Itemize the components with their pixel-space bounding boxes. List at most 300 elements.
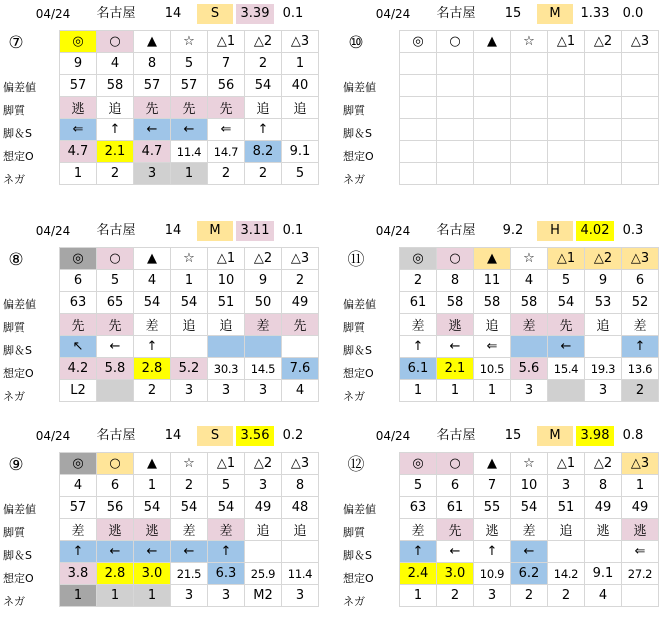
cell-odds: 2.1 bbox=[437, 358, 474, 380]
cell-style: 逃 bbox=[585, 519, 622, 541]
horse-grid bbox=[59, 452, 319, 607]
cell-numbers bbox=[585, 53, 622, 75]
grid-row-legs bbox=[60, 541, 319, 563]
row-label: ネガ bbox=[3, 595, 25, 608]
cell-marks: ▲ bbox=[134, 31, 171, 53]
cell-nega: 3 bbox=[474, 585, 511, 607]
cell-numbers: 8 bbox=[282, 475, 319, 497]
grid-row-dev bbox=[60, 497, 319, 519]
cell-dev: 57 bbox=[60, 497, 97, 519]
cell-style bbox=[585, 97, 622, 119]
cell-odds: 30.3 bbox=[208, 358, 245, 380]
cell-dev: 65 bbox=[97, 292, 134, 314]
cell-style: 差 bbox=[622, 314, 659, 336]
grid-row-nega bbox=[400, 585, 659, 607]
cell-marks: ○ bbox=[97, 248, 134, 270]
race-score: 3.11 bbox=[236, 221, 274, 241]
cell-nega: 1 bbox=[60, 585, 97, 607]
cell-numbers: 6 bbox=[97, 475, 134, 497]
cell-odds: 2.4 bbox=[400, 563, 437, 585]
grid-row-dev bbox=[60, 75, 319, 97]
cell-odds: 25.9 bbox=[245, 563, 282, 585]
cell-numbers: 6 bbox=[437, 475, 474, 497]
cell-dev: 58 bbox=[474, 292, 511, 314]
race-venue: 名古屋 bbox=[436, 6, 476, 21]
cell-style: 追 bbox=[282, 97, 319, 119]
grid-row-odds bbox=[60, 563, 319, 585]
cell-style: 追 bbox=[548, 519, 585, 541]
cell-marks: ○ bbox=[97, 31, 134, 53]
race-panel bbox=[0, 424, 330, 629]
cell-dev bbox=[400, 75, 437, 97]
cell-marks: △1 bbox=[548, 31, 585, 53]
pace-badge: M bbox=[537, 426, 573, 446]
cell-legs bbox=[245, 541, 282, 563]
cell-nega: 3 bbox=[208, 585, 245, 607]
cell-odds: 15.4 bbox=[548, 358, 585, 380]
cell-legs: ← bbox=[134, 541, 171, 563]
grid-row-odds bbox=[60, 141, 319, 163]
cell-legs bbox=[548, 119, 585, 141]
cell-odds bbox=[622, 141, 659, 163]
race-number: ⑨ bbox=[8, 455, 24, 475]
cell-legs: ↑ bbox=[474, 541, 511, 563]
cell-marks: ☆ bbox=[171, 248, 208, 270]
race-panel bbox=[340, 424, 664, 629]
grid-row-style bbox=[400, 314, 659, 336]
cell-nega: 1 bbox=[134, 585, 171, 607]
cell-dev: 57 bbox=[171, 75, 208, 97]
cell-marks: △1 bbox=[548, 248, 585, 270]
cell-marks: △1 bbox=[208, 31, 245, 53]
grid-row-numbers bbox=[60, 270, 319, 292]
cell-numbers: 2 bbox=[245, 53, 282, 75]
cell-odds: 2.8 bbox=[97, 563, 134, 585]
cell-odds bbox=[548, 141, 585, 163]
cell-dev: 57 bbox=[60, 75, 97, 97]
cell-marks: ◎ bbox=[60, 248, 97, 270]
cell-dev: 63 bbox=[400, 497, 437, 519]
race-venue: 名古屋 bbox=[96, 223, 136, 238]
row-label: 脚＆S bbox=[343, 344, 372, 357]
cell-nega: 1 bbox=[171, 163, 208, 185]
cell-dev: 51 bbox=[208, 292, 245, 314]
grid-row-style bbox=[60, 97, 319, 119]
race-number: ⑦ bbox=[8, 33, 24, 53]
row-label: ネガ bbox=[343, 173, 365, 186]
row-label: 脚質 bbox=[343, 321, 365, 334]
row-label: 偏差値 bbox=[3, 503, 36, 516]
race-date: 04/24 bbox=[375, 429, 411, 443]
race-number: ⑧ bbox=[8, 250, 24, 270]
cell-numbers: 9 bbox=[60, 53, 97, 75]
grid-row-dev bbox=[400, 75, 659, 97]
cell-nega: 2 bbox=[245, 163, 282, 185]
cell-odds: 5.8 bbox=[97, 358, 134, 380]
cell-style: 先 bbox=[282, 314, 319, 336]
cell-odds: 11.4 bbox=[171, 141, 208, 163]
cell-odds: 6.1 bbox=[400, 358, 437, 380]
cell-odds bbox=[400, 141, 437, 163]
cell-nega: 3 bbox=[134, 163, 171, 185]
cell-marks: △3 bbox=[282, 31, 319, 53]
cell-odds: 6.3 bbox=[208, 563, 245, 585]
cell-marks: ☆ bbox=[511, 31, 548, 53]
row-label: 脚質 bbox=[3, 321, 25, 334]
row-label: 脚質 bbox=[3, 104, 25, 117]
cell-dev: 54 bbox=[245, 75, 282, 97]
cell-dev: 53 bbox=[585, 292, 622, 314]
cell-style bbox=[437, 97, 474, 119]
cell-style bbox=[622, 97, 659, 119]
cell-odds: 4.2 bbox=[60, 358, 97, 380]
cell-numbers: 2 bbox=[282, 270, 319, 292]
cell-style: 差 bbox=[511, 519, 548, 541]
cell-nega: 2 bbox=[622, 380, 659, 402]
cell-dev: 54 bbox=[548, 292, 585, 314]
cell-marks: ▲ bbox=[474, 248, 511, 270]
cell-legs bbox=[548, 541, 585, 563]
cell-nega: 1 bbox=[97, 585, 134, 607]
cell-marks: ○ bbox=[97, 453, 134, 475]
cell-legs bbox=[622, 119, 659, 141]
horse-grid bbox=[399, 247, 659, 402]
cell-marks: ☆ bbox=[171, 31, 208, 53]
cell-marks: ◎ bbox=[400, 248, 437, 270]
cell-dev: 48 bbox=[282, 497, 319, 519]
cell-numbers: 1 bbox=[134, 475, 171, 497]
cell-numbers: 6 bbox=[60, 270, 97, 292]
cell-dev: 54 bbox=[171, 497, 208, 519]
cell-numbers: 4 bbox=[60, 475, 97, 497]
cell-marks: ◎ bbox=[60, 31, 97, 53]
grid-row-nega bbox=[400, 380, 659, 402]
cell-numbers: 5 bbox=[548, 270, 585, 292]
row-label: ネガ bbox=[343, 390, 365, 403]
cell-style: 先 bbox=[437, 519, 474, 541]
race-header bbox=[340, 219, 664, 242]
cell-nega bbox=[548, 163, 585, 185]
row-label: 偏差値 bbox=[343, 503, 376, 516]
cell-nega: 1 bbox=[474, 380, 511, 402]
grid-row-odds bbox=[400, 358, 659, 380]
cell-numbers: 7 bbox=[208, 53, 245, 75]
cell-marks: △2 bbox=[245, 453, 282, 475]
cell-numbers: 8 bbox=[585, 475, 622, 497]
race-extra: 0.1 bbox=[282, 223, 304, 238]
cell-style: 追 bbox=[245, 97, 282, 119]
cell-odds: 14.5 bbox=[245, 358, 282, 380]
cell-dev: 50 bbox=[245, 292, 282, 314]
cell-numbers bbox=[548, 53, 585, 75]
cell-style: 先 bbox=[97, 314, 134, 336]
cell-dev: 55 bbox=[474, 497, 511, 519]
race-count: 14 bbox=[164, 6, 182, 21]
cell-numbers: 1 bbox=[171, 270, 208, 292]
pace-badge: H bbox=[537, 221, 573, 241]
cell-dev: 57 bbox=[134, 75, 171, 97]
race-extra: 0.3 bbox=[622, 223, 644, 238]
cell-numbers: 5 bbox=[208, 475, 245, 497]
cell-style: 逃 bbox=[60, 97, 97, 119]
row-label: 偏差値 bbox=[343, 81, 376, 94]
cell-nega bbox=[622, 585, 659, 607]
cell-nega: M2 bbox=[245, 585, 282, 607]
row-label: 想定O bbox=[343, 367, 374, 380]
cell-style: 逃 bbox=[97, 519, 134, 541]
row-label: 脚＆S bbox=[343, 127, 372, 140]
grid-row-marks bbox=[400, 31, 659, 53]
cell-numbers: 1 bbox=[282, 53, 319, 75]
cell-numbers bbox=[400, 53, 437, 75]
cell-legs: ← bbox=[171, 119, 208, 141]
cell-legs: ↑ bbox=[60, 541, 97, 563]
row-label: 想定O bbox=[3, 367, 34, 380]
cell-marks: △3 bbox=[622, 31, 659, 53]
cell-legs bbox=[437, 119, 474, 141]
cell-odds: 2.1 bbox=[97, 141, 134, 163]
grid-row-legs bbox=[400, 119, 659, 141]
cell-legs: ← bbox=[511, 541, 548, 563]
race-venue: 名古屋 bbox=[436, 223, 476, 238]
cell-legs: ↑ bbox=[400, 336, 437, 358]
cell-style: 差 bbox=[511, 314, 548, 336]
cell-nega bbox=[585, 163, 622, 185]
cell-odds: 27.2 bbox=[622, 563, 659, 585]
cell-marks: △1 bbox=[208, 453, 245, 475]
cell-dev bbox=[474, 75, 511, 97]
race-header bbox=[340, 2, 664, 25]
race-panel bbox=[340, 219, 664, 424]
cell-nega bbox=[622, 163, 659, 185]
cell-style: 先 bbox=[60, 314, 97, 336]
cell-nega bbox=[437, 163, 474, 185]
cell-odds: 5.6 bbox=[511, 358, 548, 380]
cell-dev: 61 bbox=[400, 292, 437, 314]
cell-odds: 5.2 bbox=[171, 358, 208, 380]
cell-dev: 58 bbox=[97, 75, 134, 97]
cell-odds: 10.5 bbox=[474, 358, 511, 380]
cell-marks: ◎ bbox=[400, 453, 437, 475]
race-count: 15 bbox=[504, 6, 522, 21]
cell-nega: 5 bbox=[282, 163, 319, 185]
cell-numbers: 2 bbox=[171, 475, 208, 497]
cell-marks: △2 bbox=[245, 31, 282, 53]
cell-style: 差 bbox=[208, 519, 245, 541]
race-venue: 名古屋 bbox=[96, 6, 136, 21]
cell-nega: 3 bbox=[511, 380, 548, 402]
cell-style: 追 bbox=[208, 314, 245, 336]
row-label: 脚質 bbox=[343, 526, 365, 539]
grid-row-legs bbox=[400, 336, 659, 358]
cell-marks: ○ bbox=[437, 31, 474, 53]
row-label: 想定O bbox=[3, 572, 34, 585]
pace-badge: M bbox=[537, 4, 573, 24]
cell-style: 先 bbox=[134, 97, 171, 119]
cell-marks: ☆ bbox=[171, 453, 208, 475]
cell-style: 逃 bbox=[622, 519, 659, 541]
cell-style: 差 bbox=[60, 519, 97, 541]
cell-nega: 1 bbox=[400, 380, 437, 402]
race-header bbox=[0, 424, 330, 447]
cell-dev: 49 bbox=[622, 497, 659, 519]
cell-dev: 49 bbox=[585, 497, 622, 519]
cell-dev: 49 bbox=[282, 292, 319, 314]
cell-legs: ← bbox=[437, 541, 474, 563]
cell-odds: 7.6 bbox=[282, 358, 319, 380]
cell-odds: 14.2 bbox=[548, 563, 585, 585]
cell-legs: ← bbox=[134, 119, 171, 141]
cell-odds: 6.2 bbox=[511, 563, 548, 585]
cell-numbers bbox=[437, 53, 474, 75]
grid-row-numbers bbox=[400, 475, 659, 497]
cell-legs: ⇐ bbox=[474, 336, 511, 358]
cell-nega: 3 bbox=[585, 380, 622, 402]
cell-numbers: 10 bbox=[511, 475, 548, 497]
cell-marks: △3 bbox=[282, 453, 319, 475]
cell-odds bbox=[585, 141, 622, 163]
cell-legs bbox=[282, 119, 319, 141]
cell-nega bbox=[511, 163, 548, 185]
race-date: 04/24 bbox=[375, 224, 411, 238]
cell-numbers: 2 bbox=[400, 270, 437, 292]
race-score: 4.02 bbox=[576, 221, 614, 241]
race-extra: 0.1 bbox=[282, 6, 304, 21]
cell-legs: ⇐ bbox=[208, 119, 245, 141]
grid-row-nega bbox=[60, 380, 319, 402]
cell-nega: 3 bbox=[282, 585, 319, 607]
cell-dev: 40 bbox=[282, 75, 319, 97]
cell-dev: 54 bbox=[134, 497, 171, 519]
cell-numbers: 11 bbox=[474, 270, 511, 292]
cell-odds: 11.4 bbox=[282, 563, 319, 585]
cell-odds: 3.0 bbox=[134, 563, 171, 585]
cell-style: 差 bbox=[400, 314, 437, 336]
row-label: 脚＆S bbox=[343, 549, 372, 562]
cell-nega: L2 bbox=[60, 380, 97, 402]
cell-style: 追 bbox=[97, 97, 134, 119]
row-label: 想定O bbox=[3, 150, 34, 163]
cell-dev: 63 bbox=[60, 292, 97, 314]
race-count: 14 bbox=[164, 428, 182, 443]
cell-nega: 2 bbox=[134, 380, 171, 402]
grid-row-odds bbox=[60, 358, 319, 380]
race-number: ⑩ bbox=[348, 33, 364, 53]
race-date: 04/24 bbox=[35, 224, 71, 238]
row-label: 想定O bbox=[343, 150, 374, 163]
race-date: 04/24 bbox=[35, 429, 71, 443]
horse-grid bbox=[399, 452, 659, 607]
pace-badge: S bbox=[197, 4, 233, 24]
cell-legs: ↑ bbox=[622, 336, 659, 358]
cell-style: 逃 bbox=[474, 519, 511, 541]
cell-style bbox=[400, 97, 437, 119]
cell-style bbox=[548, 97, 585, 119]
cell-nega: 2 bbox=[208, 163, 245, 185]
cell-marks: ☆ bbox=[511, 453, 548, 475]
cell-marks: ▲ bbox=[134, 248, 171, 270]
cell-odds: 19.3 bbox=[585, 358, 622, 380]
race-extra: 0.0 bbox=[622, 6, 644, 21]
race-count: 9.2 bbox=[502, 223, 524, 238]
cell-style: 逃 bbox=[134, 519, 171, 541]
cell-nega: 1 bbox=[437, 380, 474, 402]
cell-legs: ← bbox=[171, 541, 208, 563]
row-label: ネガ bbox=[343, 595, 365, 608]
grid-row-style bbox=[60, 519, 319, 541]
race-venue: 名古屋 bbox=[96, 428, 136, 443]
cell-odds: 9.1 bbox=[282, 141, 319, 163]
cell-marks: △3 bbox=[622, 453, 659, 475]
cell-odds bbox=[511, 141, 548, 163]
grid-row-marks bbox=[60, 453, 319, 475]
cell-legs: ← bbox=[97, 541, 134, 563]
cell-numbers: 4 bbox=[511, 270, 548, 292]
cell-numbers bbox=[474, 53, 511, 75]
race-extra: 0.8 bbox=[622, 428, 644, 443]
cell-numbers: 6 bbox=[622, 270, 659, 292]
cell-marks: ▲ bbox=[474, 31, 511, 53]
cell-nega: 2 bbox=[511, 585, 548, 607]
cell-legs: ↑ bbox=[97, 119, 134, 141]
cell-dev: 58 bbox=[437, 292, 474, 314]
row-label: ネガ bbox=[3, 173, 25, 186]
cell-odds: 3.8 bbox=[60, 563, 97, 585]
cell-marks: △1 bbox=[208, 248, 245, 270]
row-label: 脚＆S bbox=[3, 344, 32, 357]
row-label: 脚質 bbox=[343, 104, 365, 117]
cell-legs bbox=[400, 119, 437, 141]
cell-numbers: 8 bbox=[134, 53, 171, 75]
grid-row-legs bbox=[60, 119, 319, 141]
cell-legs: ↖ bbox=[60, 336, 97, 358]
cell-numbers: 7 bbox=[474, 475, 511, 497]
horse-grid bbox=[399, 30, 659, 185]
cell-legs bbox=[585, 119, 622, 141]
grid-row-numbers bbox=[400, 270, 659, 292]
cell-nega: 2 bbox=[548, 585, 585, 607]
cell-odds: 8.2 bbox=[245, 141, 282, 163]
cell-nega: 1 bbox=[60, 163, 97, 185]
cell-legs: ← bbox=[437, 336, 474, 358]
cell-style bbox=[474, 97, 511, 119]
cell-numbers: 5 bbox=[97, 270, 134, 292]
cell-odds: 13.6 bbox=[622, 358, 659, 380]
cell-marks: ○ bbox=[437, 453, 474, 475]
cell-nega: 1 bbox=[400, 585, 437, 607]
cell-numbers: 4 bbox=[97, 53, 134, 75]
cell-marks: ▲ bbox=[474, 453, 511, 475]
grid-row-nega bbox=[60, 585, 319, 607]
cell-legs bbox=[282, 336, 319, 358]
cell-legs: ← bbox=[97, 336, 134, 358]
cell-dev bbox=[511, 75, 548, 97]
race-count: 14 bbox=[164, 223, 182, 238]
cell-numbers bbox=[622, 53, 659, 75]
cell-legs: ⇐ bbox=[60, 119, 97, 141]
race-score: 3.56 bbox=[236, 426, 274, 446]
cell-style: 追 bbox=[171, 314, 208, 336]
cell-marks: ☆ bbox=[511, 248, 548, 270]
cell-marks: △1 bbox=[548, 453, 585, 475]
horse-grid bbox=[59, 30, 319, 185]
row-label: 脚質 bbox=[3, 526, 25, 539]
cell-numbers: 4 bbox=[134, 270, 171, 292]
race-extra: 0.2 bbox=[282, 428, 304, 443]
cell-legs: ⇐ bbox=[622, 541, 659, 563]
pace-badge: S bbox=[197, 426, 233, 446]
cell-numbers: 5 bbox=[171, 53, 208, 75]
